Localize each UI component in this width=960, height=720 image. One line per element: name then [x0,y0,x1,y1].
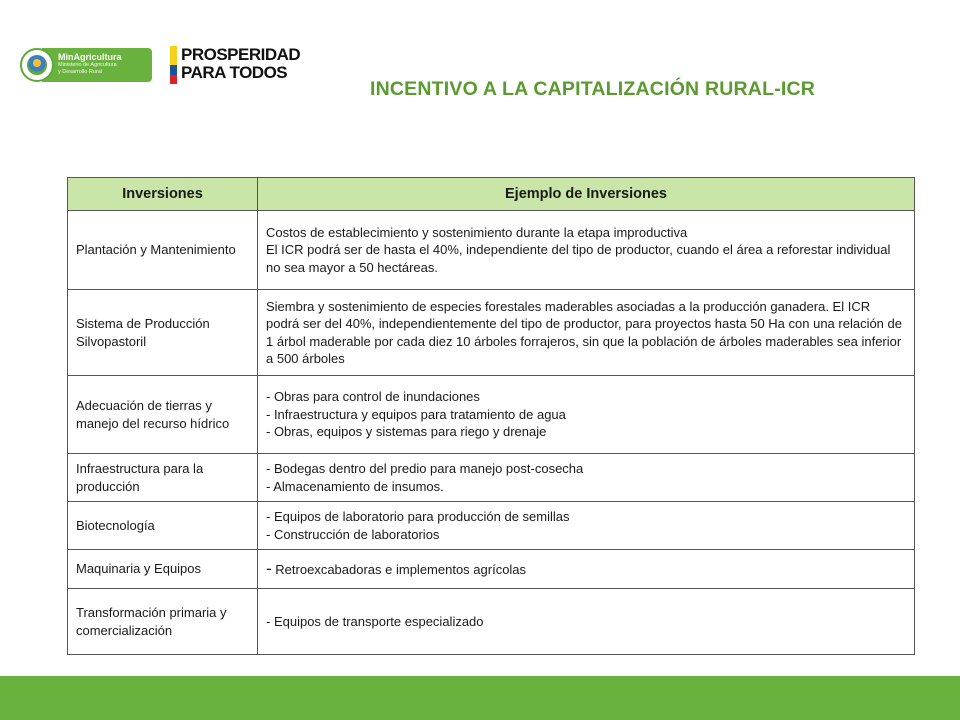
investments-table [67,177,915,655]
category-cell: Plantación y Mantenimiento [68,211,258,290]
examples-cell [258,589,915,655]
category-cell: Biotecnología [68,502,258,550]
examples-cell [258,454,915,502]
examples-cell [258,211,915,290]
examples-cell [258,550,915,589]
example-line: - Infraestructura y equipos para tratamiento de agua [266,406,566,422]
prosperidad-logo [170,46,300,84]
table-row [68,502,915,550]
table-row [68,454,915,502]
examples-cell [258,290,915,376]
dash-marker: - [266,558,272,578]
page-title: INCENTIVO A LA CAPITALIZACIÓN RURAL-ICR [370,78,816,100]
example-line: El ICR podrá ser de hasta el 40%, independiente del tipo de productor, cuando el área a reforestar individual no sea mayor a 50 hectáreas. [266,242,891,275]
table-row [68,290,915,376]
footer-band [0,676,960,720]
minagricultura-band [42,48,152,82]
category-cell: Transformación primaria y comercialización [68,589,258,655]
category-cell: Maquinaria y Equipos [68,550,258,589]
category-cell: Adecuación de tierras y manejo del recurso hídrico [68,376,258,454]
minagricultura-subtitle-1: Ministerio de Agricultura [58,62,117,68]
example-line: - Obras para control de inundaciones [266,389,480,405]
table-row [68,550,915,589]
table-header-row [68,178,915,211]
examples-cell [258,376,915,454]
example-line: - Construcción de laboratorios [266,526,440,542]
example-line: - Almacenamiento de insumos. [266,478,444,494]
table-row [68,211,915,290]
colombia-flag-icon [170,46,177,84]
prosperidad-line-2: PARA TODOS [181,63,288,82]
prosperidad-text [181,46,300,84]
example-line: - Equipos de laboratorio para producción de semillas [266,509,570,524]
example-line: - Equipos de transporte especializado [266,613,484,629]
header-ejemplo-inversiones: Ejemplo de Inversiones [258,178,915,211]
minagricultura-logo [20,48,152,82]
category-cell: Infraestructura para la producción [68,454,258,502]
example-line: - Obras, equipos y sistemas para riego y drenaje [266,424,547,440]
minagricultura-subtitle-2: y Desarrollo Rural [58,69,103,75]
colombia-seal-icon [20,48,54,82]
example-line: Siembra y sostenimiento de especies forestales maderables asociadas a la producción ganadera. El ICR podrá ser del 40%, independientemente del tipo de productor, para proyectos hasta 50 Ha con una relación de 1 árbol maderable por cada diez 10 árboles forrajeros, sin que la población de árboles maderables sea inferior a 500 árboles [266,298,902,366]
examples-cell [258,502,915,550]
example-line: - Bodegas dentro del predio para manejo post-cosecha [266,461,584,476]
example-line: Retroexcabadoras e implementos agrícolas [275,561,527,577]
category-cell: Sistema de Producción Silvopastoril [68,290,258,376]
minagricultura-title: MinAgricultura [58,52,122,62]
example-line: Costos de establecimiento y sostenimiento durante la etapa improductiva [266,224,688,240]
table-row [68,376,915,454]
prosperidad-line-1: PROSPERIDAD [181,45,301,64]
header-inversiones: Inversiones [68,178,258,211]
table-row [68,589,915,655]
